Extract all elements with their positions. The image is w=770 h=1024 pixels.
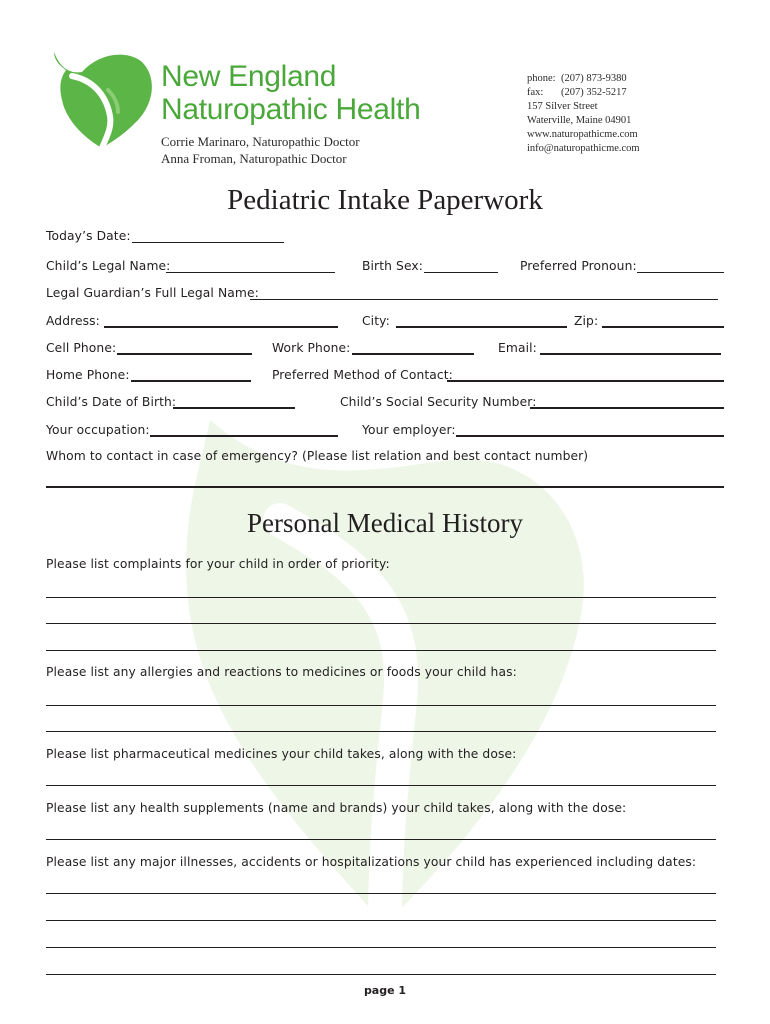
city-state-zip: Waterville, Maine 04901 <box>527 115 632 126</box>
illnesses-question: Please list any major illnesses, accidents or hospitalizations your child has experienced including dates: <box>46 855 697 869</box>
home-phone-field[interactable] <box>131 380 251 382</box>
organization-name-line1: New England <box>161 60 337 93</box>
organization-name <box>161 60 420 126</box>
childs-dob-field[interactable] <box>173 407 295 409</box>
phone-number: (207) 873-9380 <box>561 73 627 84</box>
your-occupation-label: Your occupation: <box>46 423 150 437</box>
doctor-list <box>161 133 360 167</box>
complaints-answer-line[interactable] <box>46 650 716 651</box>
allergies-question: Please list any allergies and reactions to medicines or foods your child has: <box>46 665 517 679</box>
fax-label: fax: <box>527 87 544 98</box>
allergies-answer-line[interactable] <box>46 705 716 706</box>
childs-legal-name-field[interactable] <box>166 272 335 273</box>
phone-label: phone: <box>527 73 556 84</box>
organization-name-line2: Naturopathic Health <box>161 93 421 126</box>
childs-legal-name-label: Child’s Legal Name: <box>46 259 171 273</box>
zip-field[interactable] <box>602 326 724 328</box>
medicines-answer-line[interactable] <box>46 785 716 786</box>
illnesses-answer-line[interactable] <box>46 974 716 975</box>
preferred-pronoun-label: Preferred Pronoun: <box>520 259 637 273</box>
email-link[interactable]: info@naturopathicme.com <box>527 143 640 154</box>
childs-ssn-field[interactable] <box>530 407 724 409</box>
work-phone-field[interactable] <box>352 353 474 355</box>
emergency-contact-label: Whom to contact in case of emergency? (Please list relation and best contact number) <box>46 449 589 463</box>
emergency-contact-field[interactable] <box>46 486 724 488</box>
page-number: page 1 <box>363 984 407 997</box>
page-title: Pediatric Intake Paperwork <box>227 184 543 216</box>
preferred-pronoun-field[interactable] <box>637 272 724 273</box>
email-field[interactable] <box>540 353 721 355</box>
todays-date-label: Today’s Date: <box>46 229 131 243</box>
home-phone-label: Home Phone: <box>46 368 130 382</box>
your-employer-label: Your employer: <box>362 423 456 437</box>
contact-info <box>527 72 640 156</box>
fax-number: (207) 352-5217 <box>561 87 627 98</box>
cell-phone-label: Cell Phone: <box>46 341 117 355</box>
supplements-answer-line[interactable] <box>46 839 716 840</box>
illnesses-answer-line[interactable] <box>46 893 716 894</box>
doctor-name: Anna Froman, Naturopathic Doctor <box>161 151 347 166</box>
illnesses-answer-line[interactable] <box>46 920 716 921</box>
supplements-question: Please list any health supplements (name and brands) your child takes, along with the dose: <box>46 801 627 815</box>
cell-phone-field[interactable] <box>117 353 252 355</box>
your-occupation-field[interactable] <box>150 435 338 437</box>
section-title-medical-history: Personal Medical History <box>247 508 523 538</box>
leaf-heart-logo-icon <box>48 46 156 150</box>
preferred-contact-field[interactable] <box>447 380 724 382</box>
allergies-answer-line[interactable] <box>46 731 716 732</box>
childs-ssn-label: Child’s Social Security Number: <box>340 395 537 409</box>
birth-sex-field[interactable] <box>424 272 498 273</box>
doctor-name: Corrie Marinaro, Naturopathic Doctor <box>161 134 360 149</box>
illnesses-answer-line[interactable] <box>46 947 716 948</box>
email-label: Email: <box>498 341 537 355</box>
city-field[interactable] <box>396 326 567 328</box>
address-label: Address: <box>46 314 100 328</box>
website-link[interactable]: www.naturopathicme.com <box>527 129 638 140</box>
complaints-answer-line[interactable] <box>46 623 716 624</box>
city-label: City: <box>362 314 390 328</box>
todays-date-field[interactable] <box>132 242 284 243</box>
address-field[interactable] <box>104 326 338 328</box>
complaints-answer-line[interactable] <box>46 597 716 598</box>
your-employer-field[interactable] <box>456 435 724 437</box>
work-phone-label: Work Phone: <box>272 341 351 355</box>
childs-dob-label: Child’s Date of Birth: <box>46 395 177 409</box>
legal-guardian-label: Legal Guardian’s Full Legal Name: <box>46 286 259 300</box>
street-address: 157 Silver Street <box>527 101 598 112</box>
zip-label: Zip: <box>574 314 599 328</box>
birth-sex-label: Birth Sex: <box>362 259 424 273</box>
medicines-question: Please list pharmaceutical medicines your child takes, along with the dose: <box>46 747 517 761</box>
preferred-contact-label: Preferred Method of Contact: <box>272 368 453 382</box>
legal-guardian-field[interactable] <box>250 299 718 300</box>
complaints-question: Please list complaints for your child in order of priority: <box>46 557 390 571</box>
